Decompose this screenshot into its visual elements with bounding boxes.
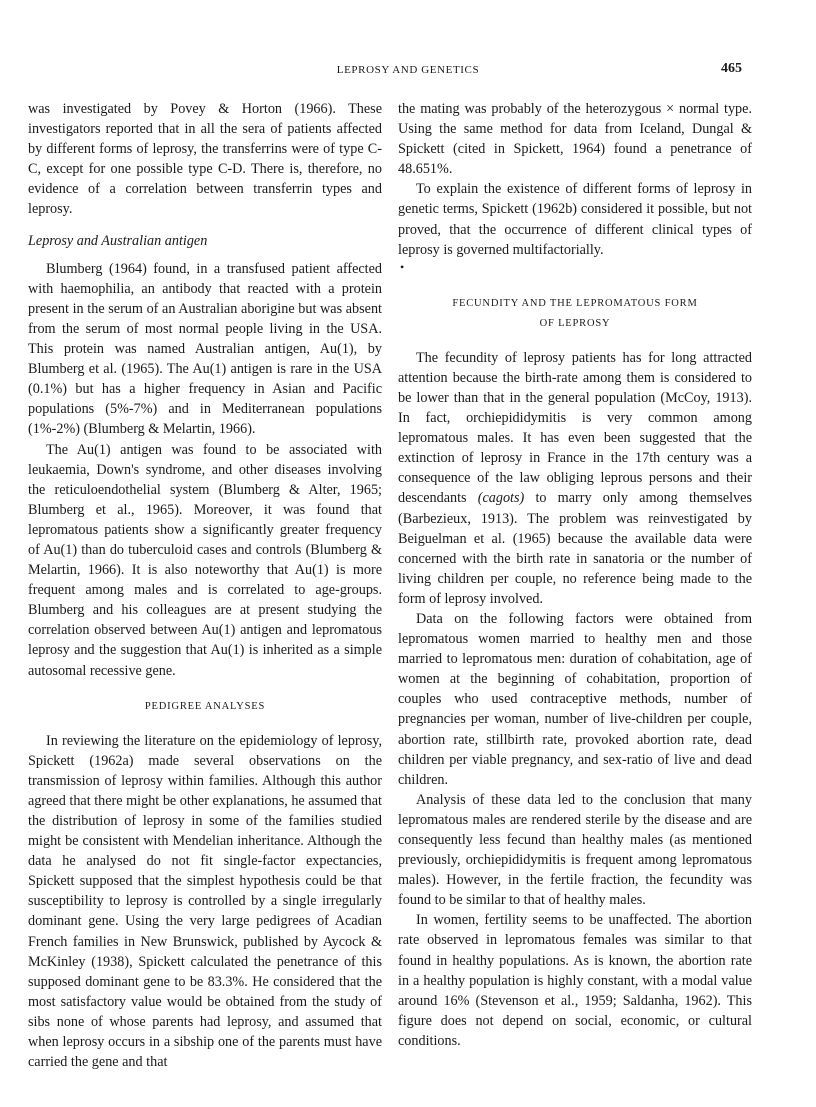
paragraph: In women, fertility seems to be unaffected. The abortion rate observed in lepromatous females was similar to that found in healthy populations. As is known, the abortion rate in a healthy population is highly constant, with a modal value around 16% (Stevenson et al., 1959; Saldanha, 1962). This figure does not depend on social, economic, or cultural conditions.: [398, 912, 752, 1049]
paragraph: the mating was probably of the heterozygous × normal type. Using the same method for data from Iceland, Dungal & Spickett (cited in Spickett, 1964) found a penetrance of 48.651%.: [398, 101, 752, 178]
paragraph: was investigated by Povey & Horton (1966). These investigators reported that in all the sera of patients affected by different forms of leprosy, the transferrins were of type C-C, except for one possible type C-D. There is, therefore, no evidence of a correlation between transferrin types and leprosy.: [28, 101, 382, 218]
left-column: [28, 99, 382, 1072]
heading-line: FECUNDITY AND THE LEPROMATOUS FORM: [452, 297, 698, 309]
paragraph: Analysis of these data led to the conclusion that many lepromatous males are rendered sterile by the disease and are consequently less fecund than healthy males (as mentioned previously, orchiepididymitis is frequent among lepromatous males). However, in the fertile fraction, the fecundity was found to be similar to that of healthy males.: [398, 791, 752, 909]
italic-term: (cagots): [477, 490, 525, 507]
paragraph: The Au(1) antigen was found to be associated with leukaemia, Down's syndrome, and other diseases involving the reticuloendothelial system (Blumberg & Alter, 1965; Blumberg et al., 1965). Moreover, it was found that lepromatous patients show a significantly greater frequency of Au(1) than do tuberculoid cases and controls (Blumberg & Melartin, 1966). It is also noteworthy that Au(1) is more frequent among males and is correlated to age-groups. Blumberg and his colleagues are at present studying the correlation observed between Au(1) antigen and lepromatous leprosy and the suggestion that Au(1) is inherited as a simple autosomal recessive gene.: [28, 441, 382, 679]
section-heading-australian-antigen: Leprosy and Australian antigen: [28, 232, 208, 249]
paragraph: Blumberg (1964) found, in a transfused patient affected with haemophilia, an antibody that reacted with a protein present in the serum of an Australian aborigine but was absent from the serum of most normal people living in the USA. This protein was named Australian antigen, Au(1), by Blumberg et al. (1965). The Au(1) antigen is rare in the USA (0.1%) but has a higher frequency in Asian and Pacific populations (5%-7%) and in Mediterranean populations (1%-2%) (Blumberg & Melartin, 1966).: [28, 260, 382, 438]
paragraph: Data on the following factors were obtained from lepromatous women married to healthy men and those married to lepromatous men: duration of cohabitation, age of women at the beginning of cohabitation, proportion of couples who used contraceptive methods, number of pregnancies per woman, number of live-children per couple, abortion rate, stillbirth rate, provoked abortion rate, dead children per viable pregnancy, and sex-ratio of live and dead children.: [398, 610, 752, 788]
stray-bullet-mark: •: [400, 259, 405, 274]
paragraph: In reviewing the literature on the epidemiology of leprosy, Spickett (1962a) made several observations on the transmission of leprosy within families. Although this author agreed that there might be other explanations, he assumed that the distribution of leprosy in some of the families studied might be consistent with Mendelian inheritance. Although the data he analysed do not fit single-factor expectancies, Spickett supposed that the simplest hypothesis could be that susceptibility to leprosy is controlled by a single irregularly dominant gene. Using the very large pedigrees of Acadian French families in New Brunswick, published by Aycock & McKinley (1938), Spickett calculated the penetrance of this supposed dominant gene to be 83.3%. He considered that the most satisfactory value would be obtained from the study of sibs none of whose parents had leprosy, and assumed that when leprosy occurs in a sibship one of the parents must have carried the gene and that: [28, 732, 382, 1071]
section-heading-fecundity: [398, 294, 752, 334]
text-run: to marry only among themselves (Barbezieux, 1913). The problem was reinvestigated by Beiguelman et al. (1965) because the available data were concerned with the birth rate in sanatoria or the number of living children per couple, no reference being made to the form of leprosy involved.: [398, 490, 752, 607]
section-heading-pedigree-analyses: PEDIGREE ANALYSES: [144, 700, 266, 712]
running-head: [0, 61, 816, 81]
right-column: [398, 99, 752, 1051]
paragraph: [398, 348, 752, 609]
text-run: The fecundity of leprosy patients has for long attracted attention because the birth-rate among them is considered to be lower than that in the general population (McCoy, 1913). In fact, orchiepididymitis is very common among lepromatous males. It has even been suggested that the extinction of leprosy in France in the 17th century was a consequence of the law obliging leprous persons and their descendants: [398, 349, 752, 507]
paragraph: To explain the existence of different forms of leprosy in genetic terms, Spickett (1962b) considered it possible, but not proved, that the occurrence of different clinical types of leprosy is governed multifactorially.: [398, 181, 752, 258]
running-title: LEPROSY AND GENETICS: [336, 64, 480, 76]
heading-line: OF LEPROSY: [539, 317, 611, 329]
page-number: 465: [721, 61, 742, 76]
